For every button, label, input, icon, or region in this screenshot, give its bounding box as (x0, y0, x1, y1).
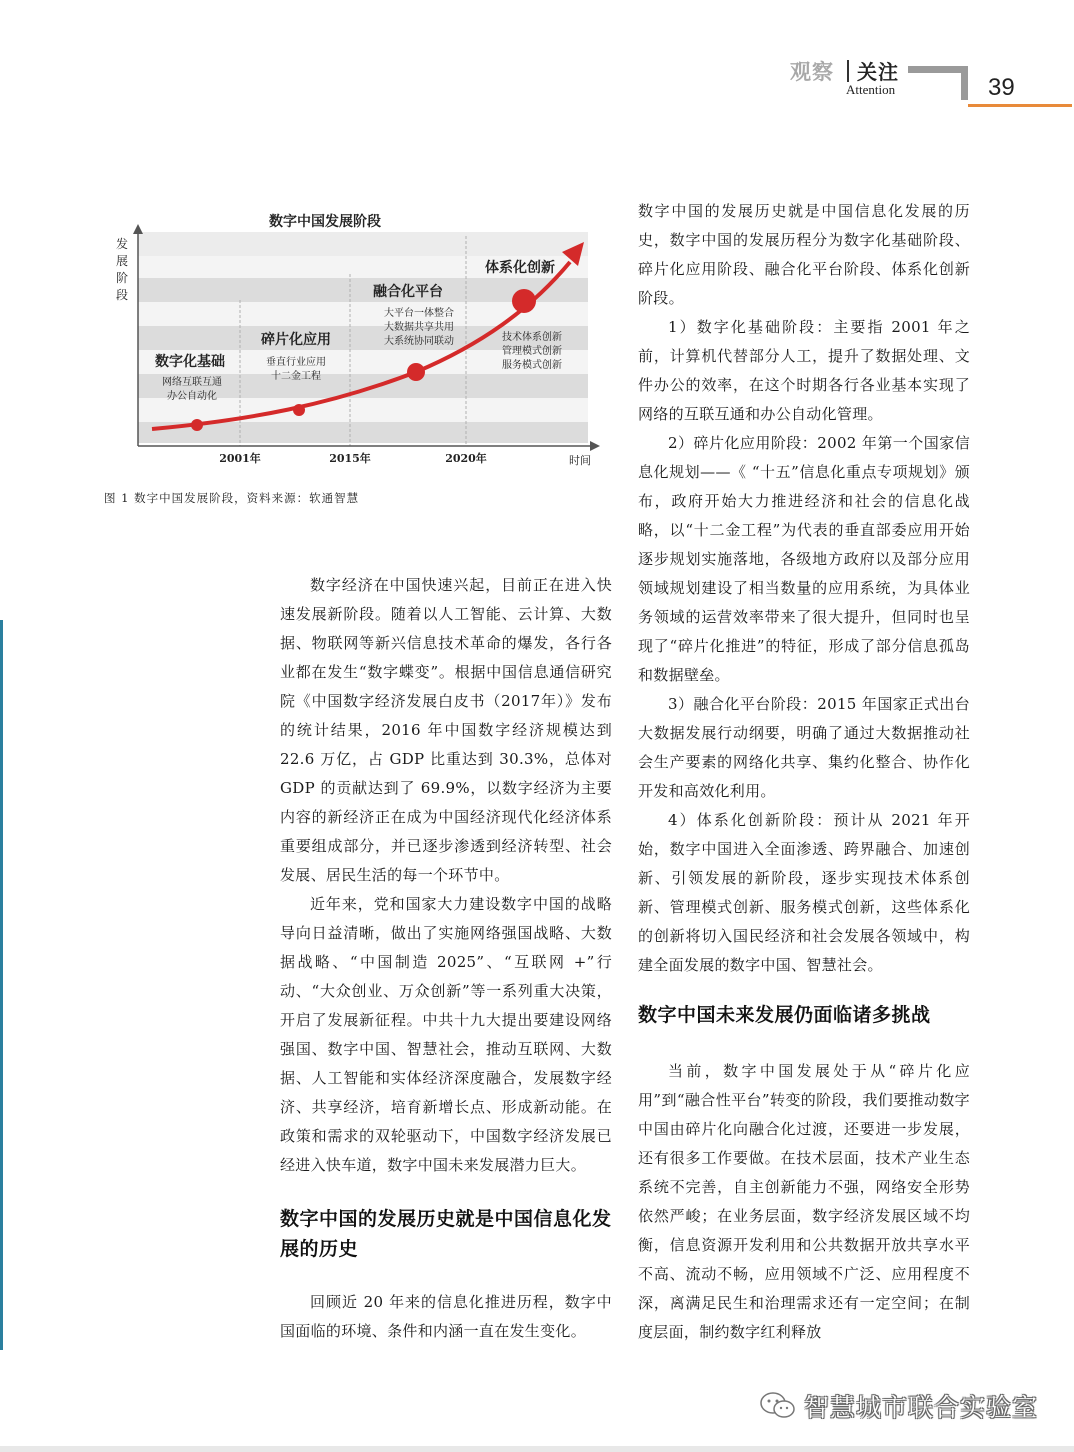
chart-x-tick: 2020年 (445, 452, 487, 465)
paragraph: 数字经济在中国快速兴起，目前正在进入快速发展新阶段。随着以人工智能、云计算、大数据、物联网等新兴信息技术革命的爆发，各行各业都在发生“数字蝶变”。根据中国信息通信研究院《中国数字经济发展白皮书（2017年）》发布的统计结果，2016 年中国数字经济规模达到 22.6 万亿，占 GDP 比重达到 30.3%，总体对 GDP 的贡献达到了 69.9%，以数字经济为主要内容的新经济正在成为中国经济现代化经济体系重要组成部分，并已逐步渗透到经济转型、社会发展、居民生活的每一个环节中。 (280, 576, 612, 884)
stage-item: 大系统协同联动 (384, 336, 454, 347)
stage-marker-2 (293, 404, 305, 416)
paragraph: 1）数字化基础阶段：主要指 2001 年之前，计算机代替部分人工，提升了数据处理、文件办公的效率，在这个时期各行各业基本实现了网络的互联互通和办公自动化管理。 (638, 318, 970, 423)
stage-name: 数字化基础 (155, 354, 225, 370)
header-bracket-decoration (908, 66, 968, 100)
header-separator (847, 60, 849, 82)
stage-item: 技术体系创新 (502, 332, 562, 343)
watermark-text: 智慧城市联合实验室 (804, 1393, 1039, 1422)
watermark (758, 1388, 1038, 1424)
chart-y-label-char: 展 (115, 254, 129, 268)
stage-name: 体系化创新 (485, 260, 555, 276)
paragraph: 2）碎片化应用阶段：2002 年第一个国家信息化规划——《 “十五”信息化重点专项规划》颁布，政府开始大力推进经济和社会的信息化战略，以“十二金工程”为代表的垂直部委应用开始逐步规划实施落地，各级地方政府以及部分应用领域规划建设了相当数量的应用系统，为具体业务领域的运营效率带来了很大提升，但同时也呈现了“碎片化推进”的特征，形成了部分信息孤岛和数据壁垒。 (638, 434, 970, 684)
header-section-english: Attention (846, 82, 896, 97)
stage-marker-3 (407, 363, 425, 381)
chart-x-label: 时间 (569, 454, 591, 467)
paragraph: 当前，数字中国发展处于从“碎片化应用”到“融合性平台”转变的阶段，我们要推动数字中国由碎片化向融合化过渡，还要进一步发展，还有很多工作要做。在技术层面，技术产业生态系统不完善，自主创新能力不强，网络安全形势依然严峻；在业务层面，数字经济发展区域不均衡，信息资源开发利用和公共数据开放共享水平不高、流动不畅，应用领域不广泛、应用程度不深，离满足民生和治理需求还有一定空间；在制度层面，制约数字红利释放 (638, 1062, 970, 1341)
chart-y-arrow (133, 224, 143, 234)
stage-item: 服务模式创新 (502, 360, 562, 371)
stage-item: 垂直行业应用 (266, 357, 326, 368)
chart-y-label-char: 段 (115, 288, 129, 302)
stage-item: 大平台一体整合 (384, 308, 454, 319)
paragraph: 数字中国的发展历史就是中国信息化发展的历史，数字中国的发展历程分为数字化基础阶段、碎片化应用阶段、融合化平台阶段、体系化创新阶段。 (638, 202, 970, 307)
column-right (638, 197, 970, 980)
stage-item: 管理模式创新 (502, 346, 562, 357)
chart-x-tick: 2001年 (219, 452, 261, 465)
chart-x-tick: 2015年 (329, 452, 371, 465)
header-accent-line (968, 104, 1072, 107)
stage-item: 大数据共享共用 (384, 322, 454, 333)
stage-item: 十二金工程 (271, 371, 321, 382)
page-bottom-bar (0, 1446, 1074, 1452)
paragraph: 3）融合化平台阶段：2015 年国家正式出台大数据发展行动纲要，明确了通过大数据推动社会生产要素的网络化共享、集约化整合、协作化开发和高效化利用。 (638, 695, 970, 800)
chart-y-label-char: 发 (115, 237, 129, 251)
figure-caption: 图 1 数字中国发展阶段，资料来源：软通智慧 (104, 491, 360, 505)
wechat-icon (758, 1390, 798, 1422)
stage-item: 办公自动化 (167, 391, 217, 402)
chart-y-label-char: 阶 (115, 271, 129, 285)
chart-y-label (116, 236, 128, 302)
column-left (280, 571, 612, 1180)
chart-x-arrow (590, 441, 600, 451)
stage-chart (100, 200, 610, 480)
page-edge-stripe (0, 620, 3, 1350)
chart-title: 数字中国发展阶段 (269, 214, 381, 230)
stage-item: 网络互联互通 (162, 377, 222, 388)
section-heading-history: 数字中国的发展历史就是中国信息化发展的历史 (280, 1208, 612, 1260)
paragraph: 回顾近 20 年来的信息化推进历程，数字中国面临的环境、条件和内涵一直在发生变化。 (280, 1293, 612, 1340)
stage-chart-svg (100, 200, 610, 480)
page-number: 39 (988, 74, 1015, 101)
column-left-continued (280, 1288, 612, 1346)
header-section: 关注 (857, 60, 899, 84)
header-category: 观察 (790, 59, 834, 84)
stage-name: 碎片化应用 (261, 332, 331, 348)
paragraph: 4）体系化创新阶段：预计从 2021 年开始，数字中国进入全面渗透、跨界融合、加速创新、引领发展的新阶段，逐步实现技术体系创新、管理模式创新、服务模式创新，这些体系化的创新将切入国民经济和社会发展各领域中，构建全面发展的数字中国、智慧社会。 (638, 811, 970, 974)
paragraph: 近年来，党和国家大力建设数字中国的战略导向日益清晰，做出了实施网络强国战略、大数据战略、“中国制造 2025”、“互联网 +”行动、“大众创业、万众创新”等一系列重大决策，开启了发展新征程。中共十九大提出要建设网络强国、数字中国、智慧社会，推动互联网、大数据、人工智能和实体经济深度融合，发展数字经济、共享经济，培育新增长点、形成新动能。在政策和需求的双轮驱动下，中国数字经济发展已经进入快车道，数字中国未来发展潜力巨大。 (280, 895, 612, 1174)
column-right-continued (638, 1057, 970, 1347)
stage-marker-4 (512, 289, 536, 313)
stage-marker-1 (191, 419, 203, 431)
section-heading-challenges: 数字中国未来发展仍面临诸多挑战 (638, 1004, 931, 1026)
stage-name: 融合化平台 (373, 284, 443, 300)
